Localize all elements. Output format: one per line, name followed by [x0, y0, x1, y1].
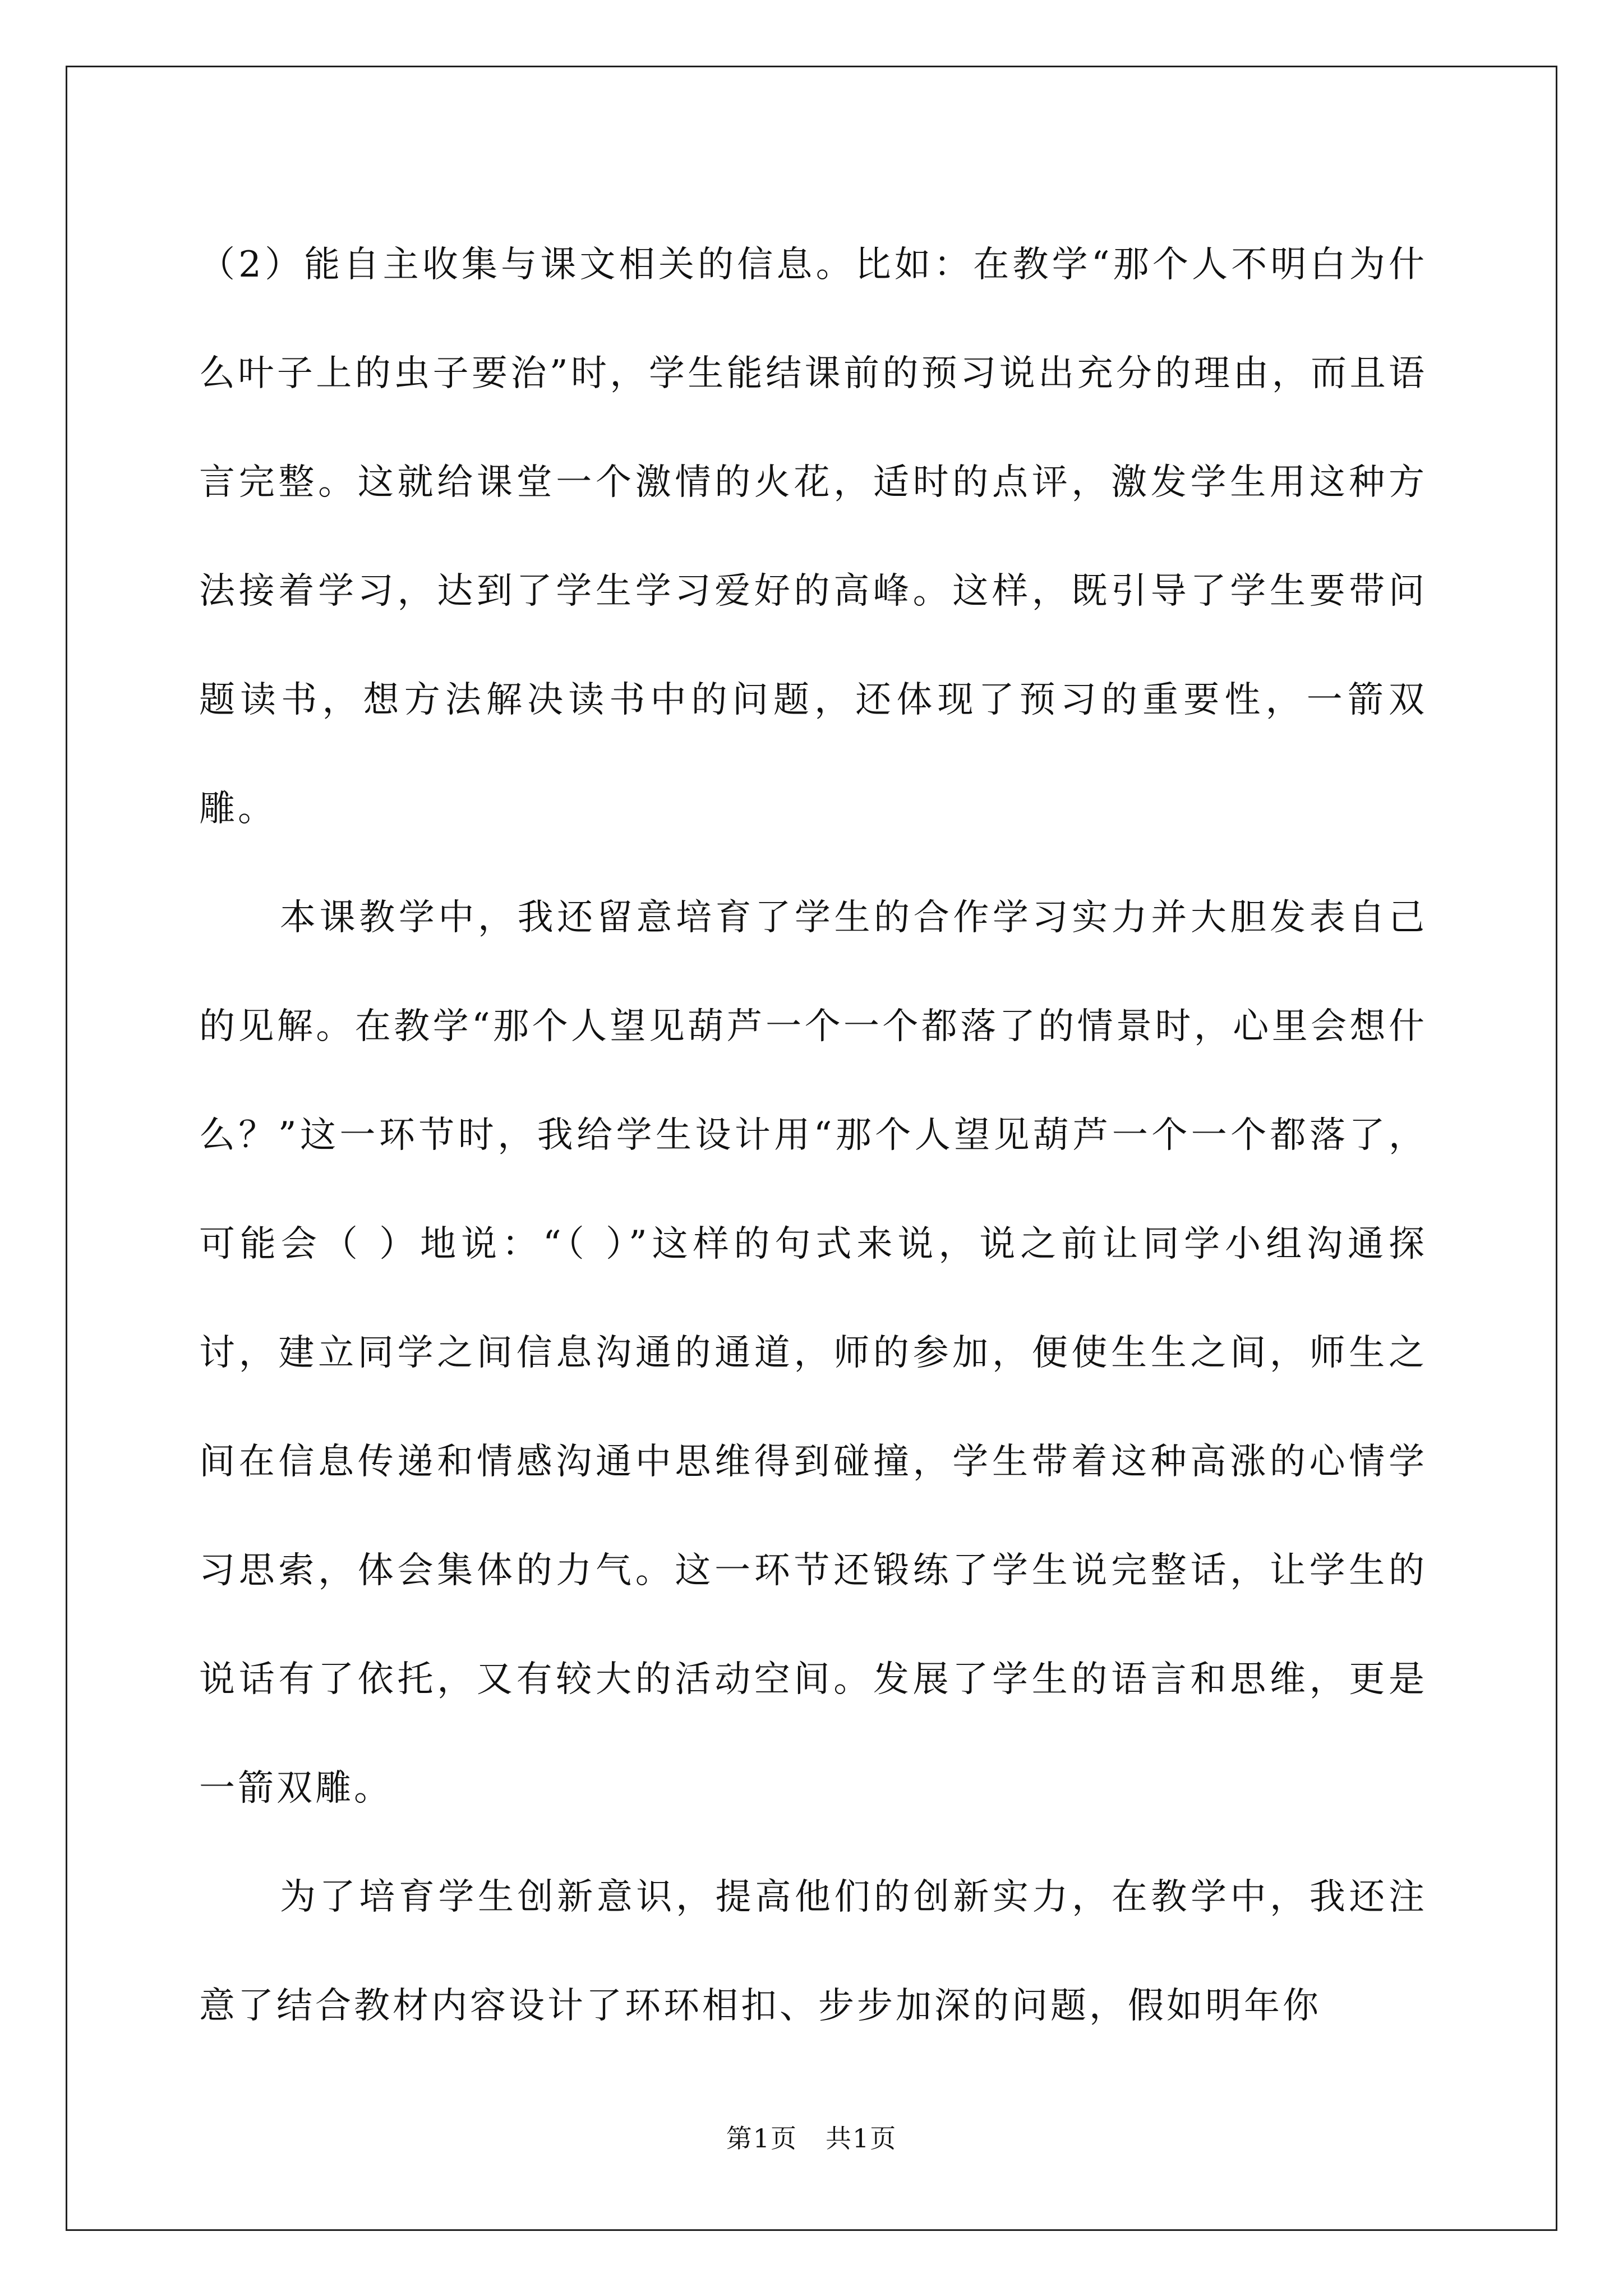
document-body: [199, 210, 1427, 2060]
page-number: 第1页: [726, 2123, 797, 2154]
page-total: 共1页: [826, 2123, 897, 2154]
paragraph-3: 为了培育学生创新意识，提高他们的创新实力，在教学中，我还注意了结合教材内容设计了环环相扣、步步加深的问题，假如明年你: [199, 1876, 1427, 2027]
paragraph-1: （2）能自主收集与课文相关的信息。比如：在教学“那个人不明白为什么叶子上的虫子要治”时，学生能结课前的预习说出充分的理由，而且语言完整。这就给课堂一个激情的火花，适时的点评，激发学生用这种方法接着学习，达到了学生学习爱好的高峰。这样，既引导了学生要带问题读书，想方法解决读书中的问题，还体现了预习的重要性，一箭双雕。: [199, 244, 1427, 830]
page-footer: [0, 2122, 1623, 2155]
paragraph-2: 本课教学中，我还留意培育了学生的合作学习实力并大胆发表自己的见解。在教学“那个人望见葫芦一个一个都落了的情景时，心里会想什么？”这一环节时，我给学生设计用“那个人望见葫芦一个一个都落了，可能会（ ）地说：“（ ）”这样的句式来说，说之前让同学小组沟通探讨，建立同学之间信息沟通的通道，师的参加，便使生生之间，师生之间在信息传递和情感沟通中思维得到碰撞，学生带着这种高涨的心情学习思索，体会集体的力气。这一环节还锻练了学生说完整话，让学生的说话有了依托，又有较大的活动空间。发展了学生的语言和思维，更是一箭双雕。: [199, 897, 1427, 1809]
